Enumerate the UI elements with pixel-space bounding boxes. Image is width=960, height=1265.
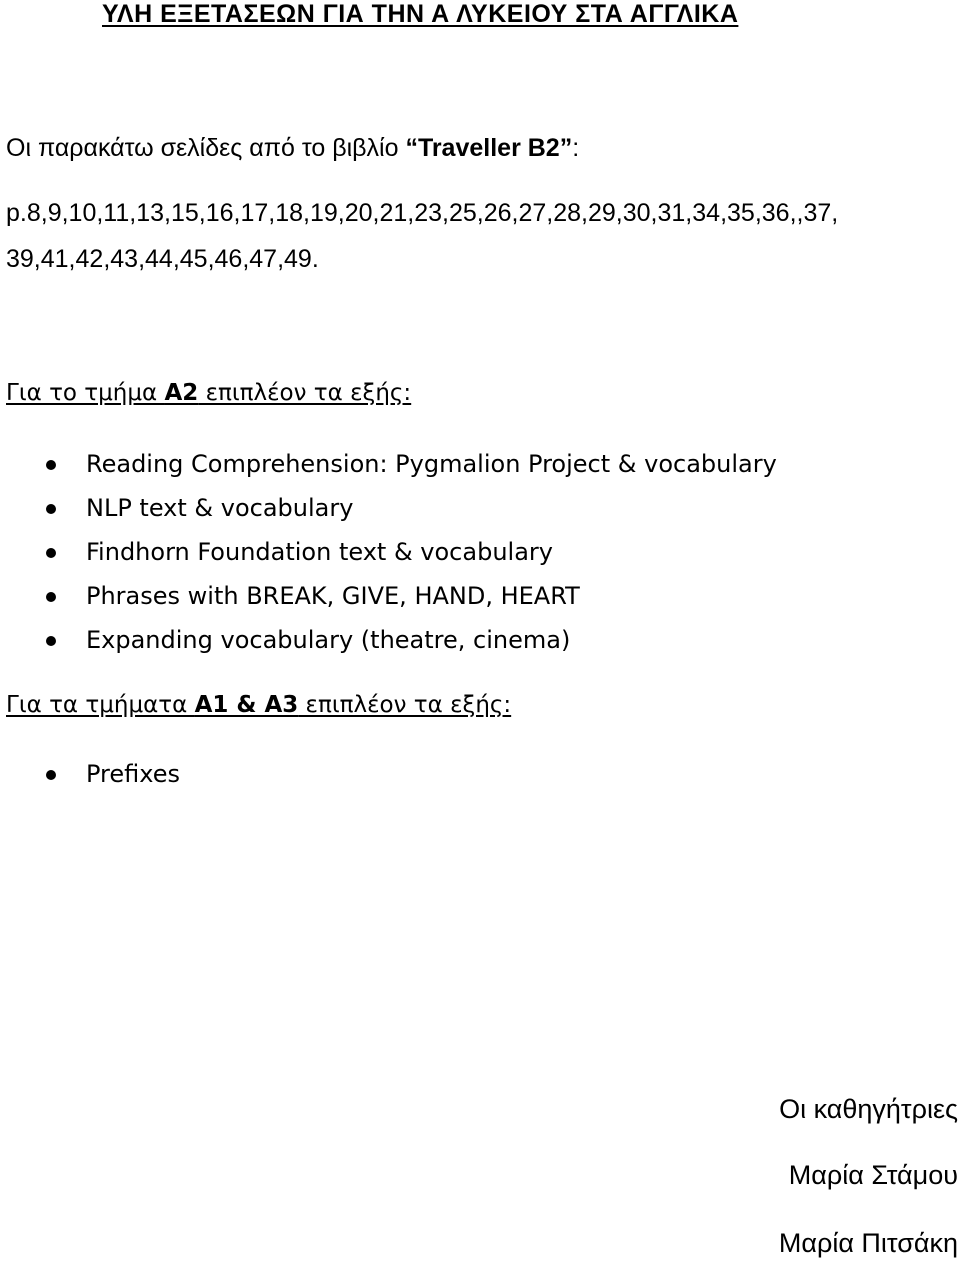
list-item-text: Findhorn Foundation text & vocabulary	[86, 538, 553, 566]
bullet-icon	[46, 460, 56, 470]
list-item	[0, 758, 180, 802]
list-item-text: Phrases with BREAK, GIVE, HAND, HEART	[86, 582, 580, 610]
section-a2-heading	[6, 380, 411, 406]
list-item-text: Reading Comprehension: Pygmalion Project & vocabulary	[86, 450, 777, 478]
list-item-text: Expanding vocabulary (theatre, cinema)	[86, 626, 571, 654]
section-a2-list	[0, 448, 777, 668]
list-item-text: NLP text & vocabulary	[86, 494, 354, 522]
list-item-text: Prefixes	[86, 760, 181, 788]
section-a2-class: Α2	[164, 380, 199, 406]
section-a1-a3-heading-suffix: επιπλέον τα εξής:	[298, 692, 512, 718]
pages-line-1: p.8,9,10,11,13,15,16,17,18,19,20,21,23,25,26,27,28,29,30,31,34,35,36,,37,	[6, 199, 839, 227]
pages-line-2: 39,41,42,43,44,45,46,47,49.	[6, 245, 319, 273]
document-title: ΥΛΗ ΕΞΕΤΑΣΕΩΝ ΓΙΑ ΤΗΝ Α ΛΥΚΕΙΟΥ ΣΤΑ ΑΓΓΛΙΚΑ	[102, 0, 739, 28]
list-item	[0, 580, 777, 624]
bullet-icon	[46, 548, 56, 558]
section-a1-a3-classes: Α1 & Α3	[194, 692, 299, 718]
section-a2-heading-suffix: επιπλέον τα εξής:	[198, 380, 412, 406]
bullet-icon	[46, 770, 56, 780]
section-a2-heading-prefix: Για το τμήμα	[6, 380, 165, 406]
section-a1-a3-heading	[6, 692, 511, 718]
signature-label: Οι καθηγήτριες	[779, 1094, 958, 1124]
list-item	[0, 448, 777, 492]
teacher-name-1: Μαρία Στάμου	[788, 1160, 958, 1190]
bullet-icon	[46, 504, 56, 514]
intro-prefix: Οι παρακάτω σελίδες από το βιβλίο	[6, 134, 406, 162]
list-item	[0, 492, 777, 536]
list-item	[0, 624, 777, 668]
intro-line	[6, 134, 579, 163]
list-item	[0, 536, 777, 580]
bullet-icon	[46, 592, 56, 602]
section-a1-a3-heading-prefix: Για τα τμήματα	[6, 692, 195, 718]
teacher-name-2: Μαρία Πιτσάκη	[778, 1228, 958, 1258]
intro-suffix: :	[572, 134, 580, 162]
bullet-icon	[46, 636, 56, 646]
book-title: “Traveller B2”	[405, 134, 573, 162]
section-a1-a3-list	[0, 758, 180, 802]
